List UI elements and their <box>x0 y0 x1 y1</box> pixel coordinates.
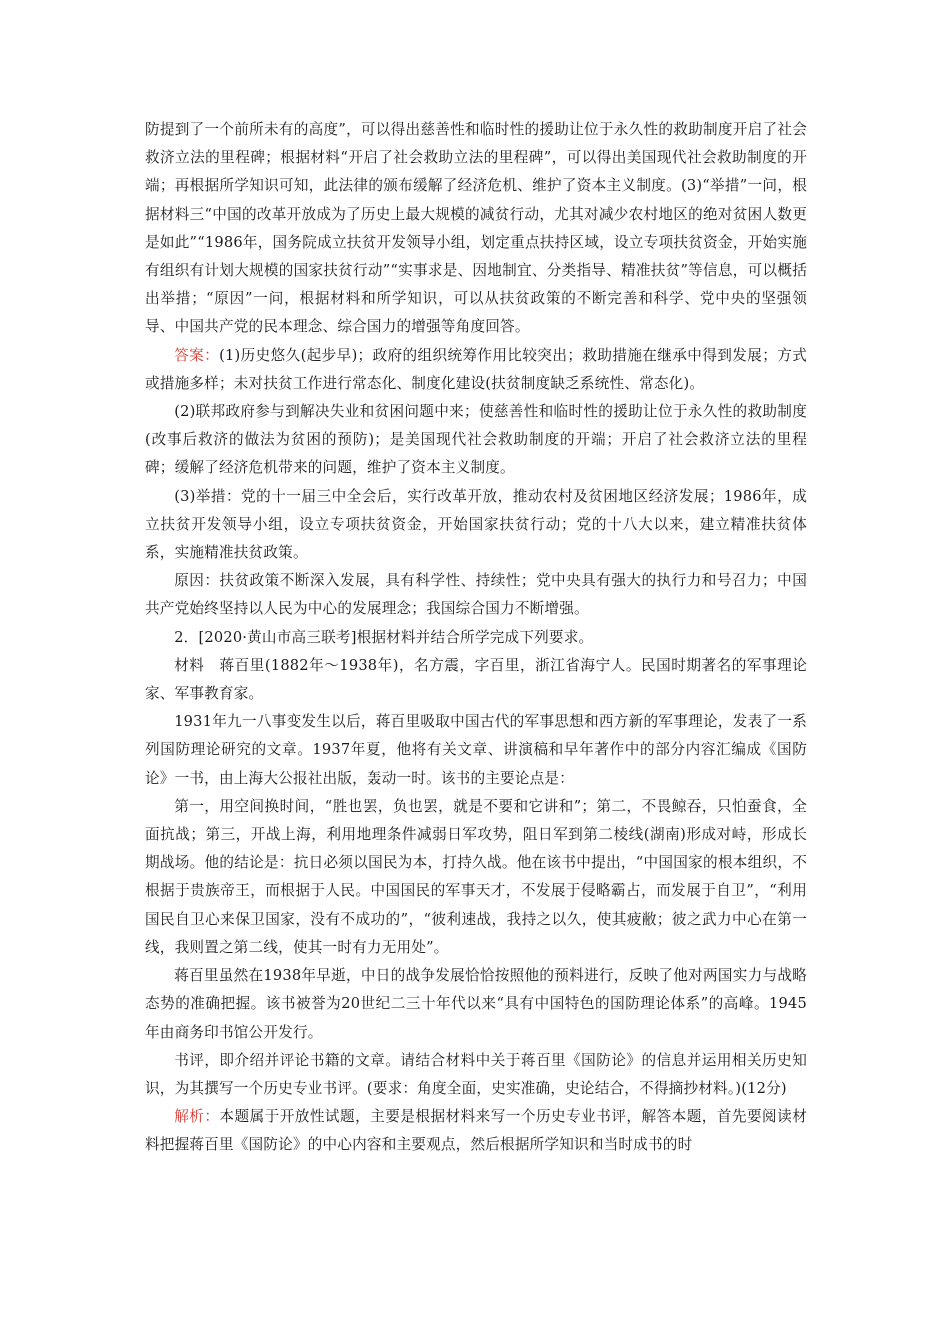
paragraph <box>145 708 807 793</box>
document-body <box>145 116 807 1160</box>
paragraph-text: 第一，用空间换时间，“胜也罢，负也罢，就是不要和它讲和”；第二，不畏鲸吞，只怕蚕食，全面抗战；第三，开战上海，利用地理条件减弱日军攻势，阻日军到第二棱线(湖南)形成对峙，形成长期战场。他的结论是：抗日必须以国民为本，打持久战。他在该书中提出，“中国国家的根本组织，不根据于贵族帝王，而根据于人民。中国国民的军事天才，不发展于侵略霸占，而发展于自卫”，“利用国民自卫心来保卫国家，没有不成功的”，“彼利速战，我持之以久，使其疲敝；彼之武力中心在第一线，我则置之第二线，使其一时有力无用处”。 <box>145 797 807 956</box>
paragraph <box>145 962 807 1047</box>
paragraph-text: 原因：扶贫政策不断深入发展，具有科学性、持续性；党中央具有强大的执行力和号召力；中国共产党始终坚持以人民为中心的发展理念；我国综合国力不断增强。 <box>145 572 807 618</box>
paragraph-text: 书评，即介绍并评论书籍的文章。请结合材料中关于蒋百里《国防论》的信息并运用相关历史知识，为其撰写一个历史专业书评。(要求：角度全面，史实准确，史论结合，不得摘抄材料。)(12分) <box>145 1051 807 1097</box>
paragraph <box>145 793 807 962</box>
paragraph-text: 本题属于开放性试题，主要是根据材料来写一个历史专业书评，解答本题，首先要阅读材料把握蒋百里《国防论》的中心内容和主要观点，然后根据所学知识和当时成书的时 <box>145 1108 807 1154</box>
question-heading <box>145 624 807 652</box>
question-requirement <box>145 1047 807 1103</box>
paragraph-text: 蒋百里虽然在1938年早逝，中日的战争发展恰恰按照他的预料进行，反映了他对两国实力与战略态势的准确把握。该书被誉为20世纪二三十年代以来“具有中国特色的国防理论体系”的高峰。1945年由商务印书馆公开发行。 <box>145 967 807 1041</box>
analysis-label: 解析： <box>174 1108 220 1126</box>
analysis-paragraph <box>145 1103 807 1159</box>
answer-paragraph <box>145 342 807 398</box>
paragraph-text: 1931年九一八事变发生以后，蒋百里吸取中国古代的军事思想和西方新的军事理论，发表了一系列国防理论研究的文章。1937年夏，他将有关文章、讲演稿和早年著作中的部分内容汇编成《国防论》一书，由上海大公报社出版，轰动一时。该书的主要论点是： <box>145 713 807 787</box>
paragraph-text: (2)联邦政府参与到解决失业和贫困问题中来；使慈善性和临时性的援助让位于永久性的救助制度(改事后救济的做法为贫困的预防)；是美国现代社会救助制度的开端；开启了社会救济立法的里程碑；缓解了经济危机带来的问题，维护了资本主义制度。 <box>145 403 807 477</box>
paragraph-text: (1)历史悠久(起步早)；政府的组织统筹作用比较突出；救助措施在继承中得到发展；方式或措施多样；未对扶贫工作进行常态化、制度化建设(扶贫制度缺乏系统性、常态化)。 <box>145 346 807 392</box>
paragraph-text: 材料 蒋百里(1882年～1938年)，名方震，字百里，浙江省海宁人。民国时期著名的军事理论家、军事教育家。 <box>145 656 807 703</box>
answer-label: 答案： <box>174 346 220 364</box>
paragraph <box>145 116 807 342</box>
material-paragraph <box>145 652 807 708</box>
paragraph-text: 2．[2020·黄山市高三联考]根据材料并结合所学完成下列要求。 <box>174 628 594 646</box>
paragraph <box>145 567 807 623</box>
paragraph-text: 防提到了一个前所未有的高度”，可以得出慈善性和临时性的援助让位于永久性的救助制度开启了社会救济立法的里程碑；根据材料“开启了社会救助立法的里程碑”，可以得出美国现代社会救助制度的开端；再根据所学知识可知，此法律的颁布缓解了经济危机、维护了资本主义制度。(3)“举措”一问，根据材料三“中国的改革开放成为了历史上最大规模的减贫行动，尤其对减少农村地区的绝对贫困人数更是如此”“1986年，国务院成立扶贫开发领导小组，划定重点扶持区域，设立专项扶贫资金，开始实施有组织有计划大规模的国家扶贫行动”“实事求是、因地制宜、分类指导、精准扶贫”等信息，可以概括出举措；“原因”一问，根据材料和所学知识，可以从扶贫政策的不断完善和科学、党中央的坚强领导、中国共产党的民本理念、综合国力的增强等角度回答。 <box>145 121 807 336</box>
paragraph <box>145 483 807 568</box>
paragraph <box>145 398 807 483</box>
paragraph-text: (3)举措：党的十一届三中全会后，实行改革开放，推动农村及贫困地区经济发展；1986年，成立扶贫开发领导小组，设立专项扶贫资金，开始国家扶贫行动；党的十八大以来，建立精准扶贫体系，实施精准扶贫政策。 <box>145 487 807 562</box>
